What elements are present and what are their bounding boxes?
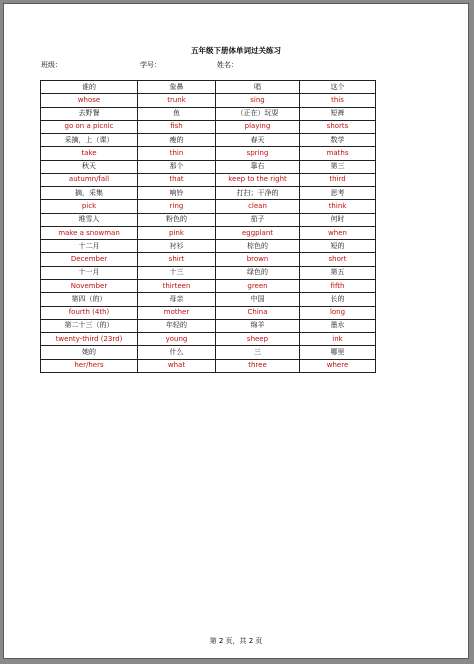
table-cell: her/hers — [41, 359, 138, 372]
table-cell: autumn/fall — [41, 173, 138, 186]
table-cell: 母亲 — [138, 293, 216, 306]
english-row — [41, 147, 376, 160]
chinese-row — [41, 213, 376, 226]
table-cell: keep to the right — [216, 173, 300, 186]
table-cell: 棕色的 — [216, 240, 300, 253]
class-label: 班级： — [41, 61, 62, 69]
table-cell: long — [300, 306, 376, 319]
table-cell: green — [216, 279, 300, 292]
table-cell: 堆雪人 — [41, 213, 138, 226]
table-cell: short — [300, 253, 376, 266]
table-cell: 第五 — [300, 266, 376, 279]
table-cell: 数学 — [300, 134, 376, 147]
page-footer: 第 2 页，共 2 页 — [209, 637, 263, 645]
table-cell: brown — [216, 253, 300, 266]
table-cell: （正在）玩耍 — [216, 107, 300, 120]
chinese-row — [41, 293, 376, 306]
table-cell: thirteen — [138, 279, 216, 292]
table-cell: shorts — [300, 120, 376, 133]
chinese-row — [41, 187, 376, 200]
table-cell: twenty-third (23rd) — [41, 333, 138, 346]
table-cell: 象鼻 — [138, 81, 216, 94]
chinese-row — [41, 240, 376, 253]
table-cell: 长的 — [300, 293, 376, 306]
table-cell: this — [300, 94, 376, 107]
chinese-row — [41, 81, 376, 94]
table-cell: 思考 — [300, 187, 376, 200]
table-cell: shirt — [138, 253, 216, 266]
table-cell: what — [138, 359, 216, 372]
table-cell: 什么 — [138, 346, 216, 359]
table-cell: 绵羊 — [216, 319, 300, 332]
table-cell: 采摘，上（课） — [41, 134, 138, 147]
chinese-row — [41, 134, 376, 147]
chinese-row — [41, 107, 376, 120]
table-cell: sheep — [216, 333, 300, 346]
table-cell: where — [300, 359, 376, 372]
table-cell: 年轻的 — [138, 319, 216, 332]
english-row — [41, 279, 376, 292]
table-cell: 粉色的 — [138, 213, 216, 226]
table-cell: sing — [216, 94, 300, 107]
student-name-label: 姓名： — [217, 61, 238, 69]
table-cell: 茄子 — [216, 213, 300, 226]
table-cell: 墨水 — [300, 319, 376, 332]
table-cell: 第四（的） — [41, 293, 138, 306]
table-cell: 短的 — [300, 240, 376, 253]
english-row — [41, 200, 376, 213]
table-cell: 第三 — [300, 160, 376, 173]
table-cell: 十二月 — [41, 240, 138, 253]
table-cell: go on a picnic — [41, 120, 138, 133]
table-cell: clean — [216, 200, 300, 213]
table-cell: 打扫；干净的 — [216, 187, 300, 200]
table-cell: that — [138, 173, 216, 186]
table-cell: fourth (4th) — [41, 306, 138, 319]
table-cell: 去野餐 — [41, 107, 138, 120]
table-cell: fifth — [300, 279, 376, 292]
table-cell: December — [41, 253, 138, 266]
table-cell: three — [216, 359, 300, 372]
vocabulary-table — [40, 80, 376, 373]
english-row — [41, 226, 376, 239]
table-cell: 哪里 — [300, 346, 376, 359]
student-info-row — [41, 60, 431, 72]
table-cell: 响铃 — [138, 187, 216, 200]
table-cell: 十一月 — [41, 266, 138, 279]
english-row — [41, 253, 376, 266]
chinese-row — [41, 160, 376, 173]
chinese-row — [41, 346, 376, 359]
table-cell: 衬衫 — [138, 240, 216, 253]
table-cell: 第二十三（的） — [41, 319, 138, 332]
table-cell: 谁的 — [41, 81, 138, 94]
table-cell: trunk — [138, 94, 216, 107]
table-cell: 她的 — [41, 346, 138, 359]
table-cell: 那个 — [138, 160, 216, 173]
table-cell: third — [300, 173, 376, 186]
table-cell: thin — [138, 147, 216, 160]
table-cell: think — [300, 200, 376, 213]
table-cell: November — [41, 279, 138, 292]
table-cell: young — [138, 333, 216, 346]
table-cell: 中国 — [216, 293, 300, 306]
table-cell: 何时 — [300, 213, 376, 226]
table-cell: ring — [138, 200, 216, 213]
table-cell: 十三 — [138, 266, 216, 279]
table-cell: pick — [41, 200, 138, 213]
english-row — [41, 359, 376, 372]
table-cell: ink — [300, 333, 376, 346]
table-cell: 三 — [216, 346, 300, 359]
table-cell: 这个 — [300, 81, 376, 94]
table-cell: spring — [216, 147, 300, 160]
page-title: 五年级下册体单词过关练习 — [191, 46, 281, 55]
english-row — [41, 120, 376, 133]
table-cell: 春天 — [216, 134, 300, 147]
table-cell: maths — [300, 147, 376, 160]
table-cell: 短裤 — [300, 107, 376, 120]
table-cell: make a snowman — [41, 226, 138, 239]
chinese-row — [41, 266, 376, 279]
table-cell: 摘，采集 — [41, 187, 138, 200]
table-cell: take — [41, 147, 138, 160]
english-row — [41, 306, 376, 319]
table-cell: when — [300, 226, 376, 239]
table-cell: 秋天 — [41, 160, 138, 173]
table-cell: 鱼 — [138, 107, 216, 120]
english-row — [41, 333, 376, 346]
table-cell: fish — [138, 120, 216, 133]
table-cell: eggplant — [216, 226, 300, 239]
table-cell: 瘦的 — [138, 134, 216, 147]
chinese-row — [41, 319, 376, 332]
table-cell: pink — [138, 226, 216, 239]
table-cell: 靠右 — [216, 160, 300, 173]
english-row — [41, 173, 376, 186]
english-row — [41, 94, 376, 107]
table-cell: China — [216, 306, 300, 319]
table-cell: whose — [41, 94, 138, 107]
table-cell: playing — [216, 120, 300, 133]
document-page — [3, 3, 469, 659]
student-number-label: 学号： — [140, 61, 161, 69]
table-cell: 绿色的 — [216, 266, 300, 279]
table-cell: 唱 — [216, 81, 300, 94]
table-cell: mother — [138, 306, 216, 319]
